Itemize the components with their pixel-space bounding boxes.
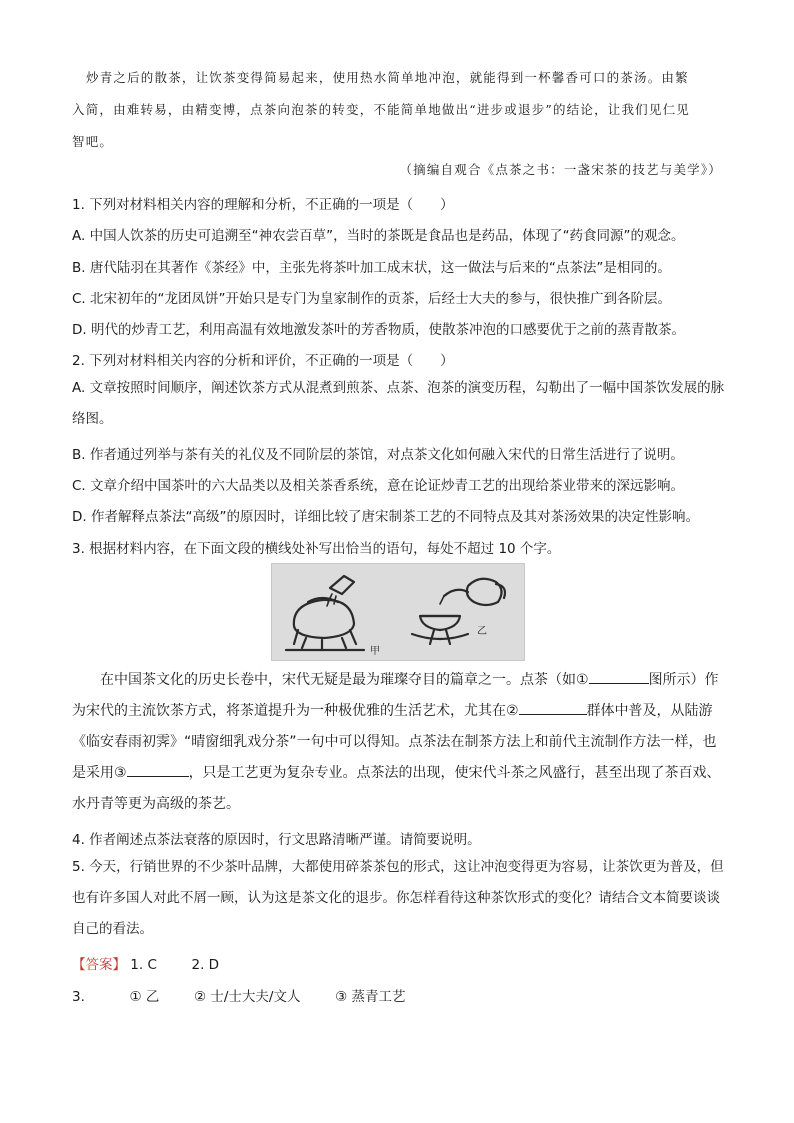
answer-1: 1. C — [130, 957, 157, 973]
answer-tag: 【答案】 — [72, 957, 126, 973]
q2-option-d: D. 作者解释点茶法“高级”的原因时，详细比较了唐宋制茶工艺的不同特点及其对茶汤效果的决定性影响。 — [72, 509, 699, 525]
answer-2: 2. D — [191, 957, 220, 973]
tea-jar-icon — [294, 600, 354, 638]
q3-passage — [72, 665, 724, 820]
figure-label-jia: 甲 — [370, 646, 380, 657]
q3-passage-part-c: 群体中普及，从陆游《临安春雨初霁》“晴窗细乳戏分茶”一句中可以得知。点茶法在制茶方法上和前代主流制作方法一样，也是采用③ — [72, 703, 717, 781]
q1-option-a: A. 中国人饮茶的历史可追溯至“神农尝百草”，当时的茶既是食品也是药品，体现了“药食同源”的观念。 — [72, 228, 685, 244]
q1-option-d: D. 明代的炒青工艺，利用高温有效地激发茶叶的芳香物质，使散茶冲泡的口感要优于之前的蒸青散茶。 — [72, 322, 685, 338]
q1-stem: 1. 下列对材料相关内容的理解和分析，不正确的一项是（ ） — [72, 197, 454, 213]
q4-stem: 4. 作者阐述点茶法衰落的原因时，行文思路清晰严谨。请简要说明。 — [72, 832, 481, 848]
q5-stem: 5. 今天，行销世界的不少茶叶品牌，大都使用碎茶茶包的形式，这让冲泡变得更为容易，让茶饮更为普及，但也有许多国人对此不屑一顾，认为这是茶文化的退步。你怎样看待这种茶饮形式的变化？请结合文本简要谈谈自己的看法。 — [72, 859, 724, 937]
answer-3-number: 3. — [72, 989, 85, 1005]
tea-kettle-icon — [467, 579, 502, 605]
answer-3-item-1: ① 乙 — [129, 989, 160, 1005]
passage-citation: （摘编自观合《点茶之书：一盏宋茶的技艺与美学》） — [399, 162, 722, 177]
passage-line-3: 智吧。 — [72, 134, 114, 149]
q1-option-c: C. 北宋初年的“龙团凤饼”开始只是专门为皇家制作的贡茶，后经士大夫的参与，很快推广到各阶层。 — [72, 291, 671, 307]
answer-3-item-2: ② 士/士大夫/文人 — [193, 989, 301, 1005]
answer-3-line — [72, 985, 734, 1005]
q3-blank-2[interactable] — [519, 700, 587, 715]
q3-passage-part-a: 在中国茶文化的历史长卷中，宋代无疑是最为璀璨夺目的篇章之一。点茶（如① — [100, 672, 589, 688]
q2-option-b: B. 作者通过列举与茶有关的礼仪及不同阶层的茶馆，对点茶文化如何融入宋代的日常生活进行了说明。 — [72, 447, 684, 463]
q2-stem: 2. 下列对材料相关内容的分析和评价，不正确的一项是（ ） — [72, 353, 454, 369]
q1-option-b: B. 唐代陆羽在其著作《茶经》中，主张先将茶叶加工成末状，这一做法与后来的“点茶法”是相同的。 — [72, 260, 671, 276]
passage-line-2: 入简，由难转易，由精变博，点茶向泡茶的转变，不能简单地做出“进步或退步”的结论，让我们见仁见 — [72, 102, 690, 117]
q2-option-a: A. 文章按照时间顺序，阐述饮茶方式从混煮到煎茶、点茶、泡茶的演变历程，勾勒出了一幅中国茶饮发展的脉络图。 — [72, 380, 725, 427]
q3-blank-3[interactable] — [127, 762, 189, 777]
q2-option-c: C. 文章介绍中国茶叶的六大品类以及相关茶香系统，意在论证炒青工艺的出现给茶业带来的深远影响。 — [72, 478, 685, 494]
q3-stem: 3. 根据材料内容，在下面文段的横线处补写出恰当的语句，每处不超过 10 个字。 — [72, 541, 561, 557]
q3-passage-part-b: 图所示）作为宋代的主流饮茶方式，将茶道提升为一种极优雅的生活艺术，尤其在② — [72, 672, 719, 719]
tea-cup-icon — [420, 616, 460, 630]
answer-3-item-3: ③ 蒸青工艺 — [335, 989, 406, 1005]
tea-illustration — [271, 563, 525, 661]
passage-line-1: 炒青之后的散茶，让饮茶变得简易起来，使用热水简单地冲泡，就能得到一杯馨香可口的茶汤。由繁 — [86, 70, 689, 85]
q3-passage-part-d: ，只是工艺更为复杂专业。点茶法的出现，使宋代斗茶之风盛行，甚至出现了茶百戏、水丹青等更为高级的茶艺。 — [72, 765, 721, 812]
q3-blank-1[interactable] — [589, 669, 649, 684]
figure-label-yi: 乙 — [477, 626, 487, 637]
tea-illustration-drawing — [272, 564, 524, 660]
answer-line — [72, 953, 734, 973]
